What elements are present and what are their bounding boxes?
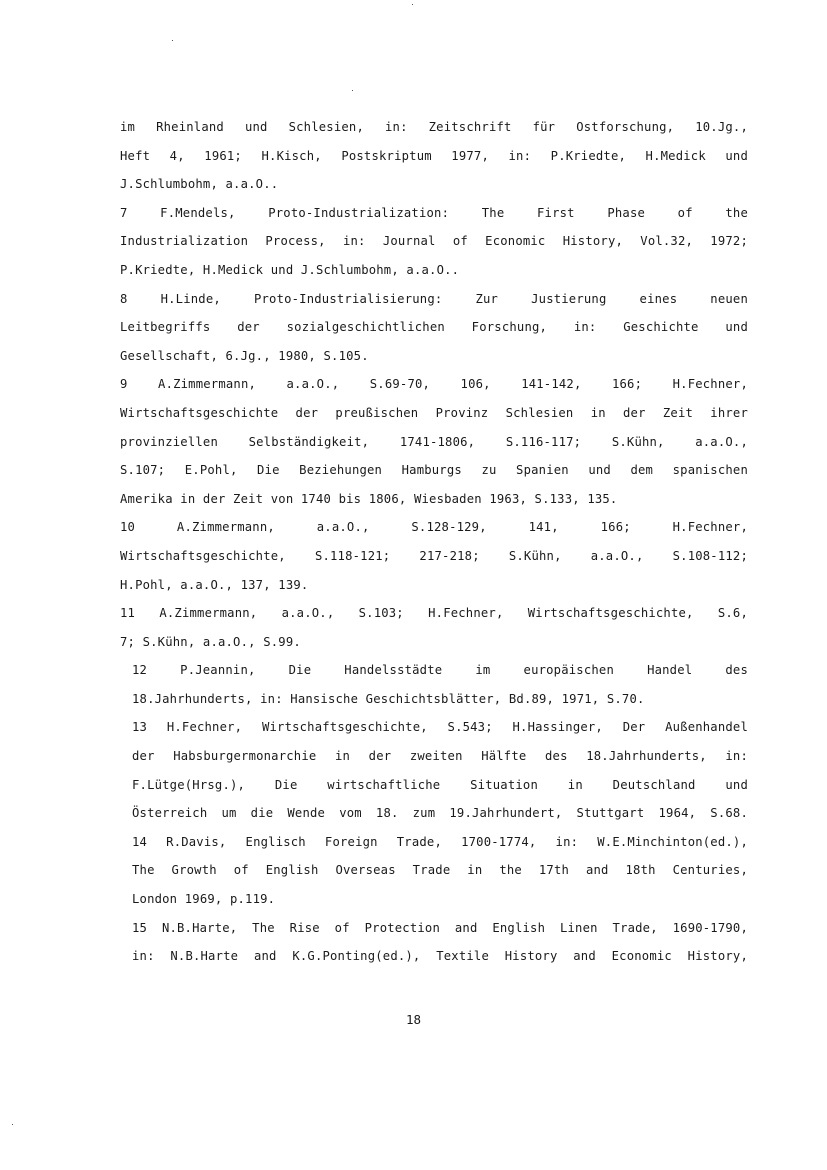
footnote-line: Wirtschaftsgeschichte der preußischen Provinz Schlesien in der Zeit ihrer: [120, 405, 748, 420]
footnote-line: London 1969, p.119.: [132, 892, 276, 907]
footnote-line-14: 14 R.Davis, Englisch Foreign Trade, 1700-1774, in: W.E.Minchinton(ed.),: [132, 834, 748, 849]
footnote-line: J.Schlumbohm, a.a.O..: [120, 177, 279, 192]
footnote-line: H.Pohl, a.a.O., 137, 139.: [120, 577, 309, 592]
footnote-line: The Growth of English Overseas Trade in the 17th and 18th Centuries,: [132, 863, 748, 878]
footnote-line: S.107; E.Pohl, Die Beziehungen Hamburgs zu Spanien und dem spanischen: [120, 463, 748, 478]
footnote-line: Industrialization Process, in: Journal of Economic History, Vol.32, 1972;: [120, 234, 748, 249]
footnote-line-13: 13 H.Fechner, Wirtschaftsgeschichte, S.543; H.Hassinger, Der Außenhandel: [132, 720, 748, 735]
footnote-line-8: 8 H.Linde, Proto-Industrialisierung: Zur Justierung eines neuen: [120, 291, 748, 306]
scan-speck: [352, 90, 353, 91]
footnote-line: Wirtschaftsgeschichte, S.118-121; 217-218; S.Kühn, a.a.O., S.108-112;: [120, 548, 748, 563]
page-number: 18: [405, 1012, 422, 1027]
footnotes-block: [120, 113, 748, 971]
footnote-line-15: 15 N.B.Harte, The Rise of Protection and English Linen Trade, 1690-1790,: [132, 920, 748, 935]
footnote-line: im Rheinland und Schlesien, in: Zeitschrift für Ostforschung, 10.Jg.,: [120, 120, 748, 134]
footnote-line-9: 9 A.Zimmermann, a.a.O., S.69-70, 106, 141-142, 166; H.Fechner,: [120, 377, 748, 392]
footnote-line: F.Lütge(Hrsg.), Die wirtschaftliche Situation in Deutschland und: [132, 777, 748, 792]
scan-speck: [12, 1124, 13, 1125]
footnote-line: Gesellschaft, 6.Jg., 1980, S.105.: [120, 348, 369, 363]
footnote-line: Heft 4, 1961; H.Kisch, Postskriptum 1977, in: P.Kriedte, H.Medick und: [120, 148, 748, 163]
footnote-line: in: N.B.Harte and K.G.Ponting(ed.), Textile History and Economic History,: [132, 949, 748, 964]
footnote-line: P.Kriedte, H.Medick und J.Schlumbohm, a.a.O..: [120, 262, 460, 277]
footnote-line: Leitbegriffs der sozialgeschichtlichen Forschung, in: Geschichte und: [120, 320, 748, 335]
footnote-line: 7; S.Kühn, a.a.O., S.99.: [120, 634, 301, 649]
footnote-line-10: 10 A.Zimmermann, a.a.O., S.128-129, 141, 166; H.Fechner,: [120, 520, 748, 535]
footnote-line-12: 12 P.Jeannin, Die Handelsstädte im europäischen Handel des: [132, 663, 748, 678]
footnote-line: provinziellen Selbständigkeit, 1741-1806, S.116-117; S.Kühn, a.a.O.,: [120, 434, 748, 449]
footnote-line: der Habsburgermonarchie in der zweiten Hälfte des 18.Jahrhunderts, in:: [132, 749, 748, 764]
footnote-line: Amerika in der Zeit von 1740 bis 1806, Wiesbaden 1963, S.133, 135.: [120, 491, 618, 506]
footnote-line: Österreich um die Wende vom 18. zum 19.Jahrhundert, Stuttgart 1964, S.68.: [132, 806, 748, 821]
footnote-line-11: 11 A.Zimmermann, a.a.O., S.103; H.Fechner, Wirtschaftsgeschichte, S.6,: [120, 606, 748, 621]
footnote-line-7: 7 F.Mendels, Proto-Industrialization: The First Phase of the: [120, 205, 748, 220]
scan-speck: [412, 4, 413, 5]
scan-speck: [172, 40, 173, 41]
footnote-line: 18.Jahrhunderts, in: Hansische Geschichtsblätter, Bd.89, 1971, S.70.: [132, 691, 645, 706]
